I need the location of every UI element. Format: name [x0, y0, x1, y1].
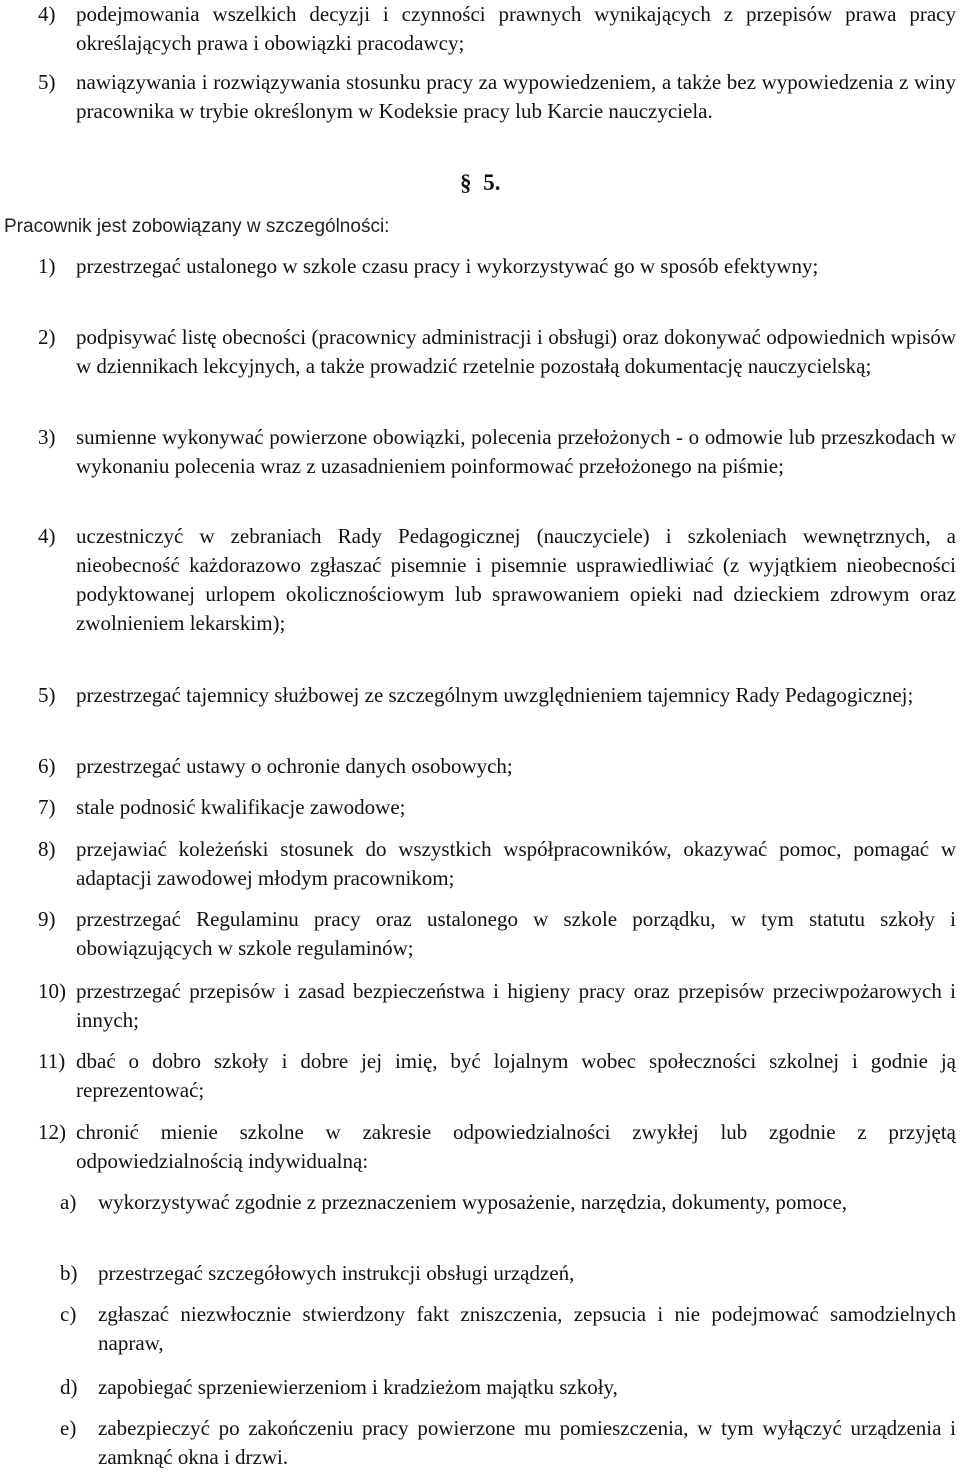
item-text: przestrzegać ustawy o ochronie danych osobowych; — [76, 754, 513, 778]
sub-item-text: przestrzegać szczegółowych instrukcji obsługi urządzeń, — [98, 1261, 575, 1285]
sub-item-letter: a) — [60, 1190, 77, 1214]
item-text: dbać o dobro szkoły i dobre jej imię, być lojalnym wobec społeczności szkolnej i godnie ją reprezentować; — [76, 1049, 956, 1102]
item-text: sumienne wykonywać powierzone obowiązki, polecenia przełożonych - o odmowie lub przeszkodach w wykonaniu polecenia wraz z uzasadnieniem poinformować przełożonego na piśmie; — [76, 425, 956, 478]
item-number: 6) — [38, 754, 56, 778]
list-item — [38, 522, 956, 638]
sub-list-item — [60, 1188, 956, 1217]
list-item — [38, 977, 956, 1035]
section-intro: Pracownik jest zobowiązany w szczególności: — [4, 216, 390, 237]
item-number: 4) — [38, 2, 56, 26]
list-item — [38, 905, 956, 963]
list-item — [38, 423, 956, 481]
sub-item-letter: d) — [60, 1375, 78, 1399]
item-text: chronić mienie szkolne w zakresie odpowiedzialności zwykłej lub zgodnie z przyjętą odpowiedzialnością indywidualną: — [76, 1120, 956, 1173]
list-item — [38, 68, 956, 126]
item-number: 10) — [38, 979, 66, 1003]
list-item — [38, 252, 956, 281]
sub-list-item — [60, 1300, 956, 1358]
list-item — [38, 323, 956, 381]
item-text: stale podnosić kwalifikacje zawodowe; — [76, 795, 406, 819]
item-text: przejawiać koleżeński stosunek do wszystkich współpracowników, okazywać pomoc, pomagać w adaptacji zawodowej młodym pracownikom; — [76, 837, 956, 890]
list-item — [38, 1047, 956, 1105]
list-item — [38, 752, 956, 781]
sub-item-text: zabezpieczyć po zakończeniu pracy powierzone mu pomieszczenia, w tym wyłączyć urządzenia i zamknąć okna i drzwi. — [98, 1416, 956, 1469]
sub-item-letter: b) — [60, 1261, 78, 1285]
list-item — [38, 835, 956, 893]
item-number: 11) — [38, 1049, 66, 1073]
item-number: 8) — [38, 837, 56, 861]
item-text: podpisywać listę obecności (pracownicy administracji i obsługi) oraz dokonywać odpowiednich wpisów w dziennikach lekcyjnych, a także prowadzić rzetelnie pozostałą dokumentację nauczycielską; — [76, 325, 956, 378]
sub-item-letter: c) — [60, 1302, 77, 1326]
list-item — [38, 0, 956, 58]
sub-item-text: wykorzystywać zgodnie z przeznaczeniem wyposażenie, narzędzia, dokumenty, pomoce, — [98, 1190, 848, 1214]
item-text: przestrzegać Regulaminu pracy oraz ustalonego w szkole porządku, w tym statutu szkoły i obowiązujących w szkole regulaminów; — [76, 907, 956, 960]
item-number: 5) — [38, 683, 56, 707]
sub-item-letter: e) — [60, 1416, 77, 1440]
sub-list-item — [60, 1259, 956, 1288]
item-text: uczestniczyć w zebraniach Rady Pedagogicznej (nauczyciele) i szkoleniach wewnętrznych, a nieobecność każdorazowo zgłaszać pisemnie i pisemnie usprawiedliwiać (z wyjątkiem nieobecności podyktowanej urlopem okolicznościowym lub sprawowaniem opieki nad dzieckiem zdrowym oraz zwolnieniem lekarskim); — [76, 524, 956, 635]
item-number: 7) — [38, 795, 56, 819]
item-text: przestrzegać ustalonego w szkole czasu pracy i wykorzystywać go w sposób efektywny; — [76, 254, 819, 278]
sub-item-text: zapobiegać sprzeniewierzeniom i kradzieżom majątku szkoły, — [98, 1375, 618, 1399]
paragraph-number: 5. — [483, 170, 501, 195]
item-number: 12) — [38, 1120, 66, 1144]
section-heading — [460, 168, 501, 197]
item-number: 9) — [38, 907, 56, 931]
item-text: nawiązywania i rozwiązywania stosunku pracy za wypowiedzeniem, a także bez wypowiedzenia z winy pracownika w trybie określonym w Kodeksie pracy lub Karcie nauczyciela. — [76, 70, 956, 123]
sub-list-item — [60, 1414, 956, 1472]
sub-list-item — [60, 1373, 956, 1402]
item-text: przestrzegać przepisów i zasad bezpieczeństwa i higieny pracy oraz przepisów przeciwpożarowych i innych; — [76, 979, 956, 1032]
list-item — [38, 793, 956, 822]
item-number: 5) — [38, 70, 56, 94]
item-text: przestrzegać tajemnicy służbowej ze szczególnym uwzględnieniem tajemnicy Rady Pedagogicznej; — [76, 683, 914, 707]
item-text: podejmowania wszelkich decyzji i czynności prawnych wynikających z przepisów prawa pracy określających prawa i obowiązki pracodawcy; — [76, 2, 956, 55]
item-number: 1) — [38, 254, 56, 278]
item-number: 4) — [38, 524, 56, 548]
item-number: 2) — [38, 325, 56, 349]
sub-item-text: zgłaszać niezwłocznie stwierdzony fakt zniszczenia, zepsucia i nie podejmować samodzielnych napraw, — [98, 1302, 956, 1355]
list-item — [38, 1118, 956, 1176]
paragraph-symbol: § — [460, 170, 472, 195]
item-number: 3) — [38, 425, 56, 449]
list-item — [38, 681, 956, 710]
